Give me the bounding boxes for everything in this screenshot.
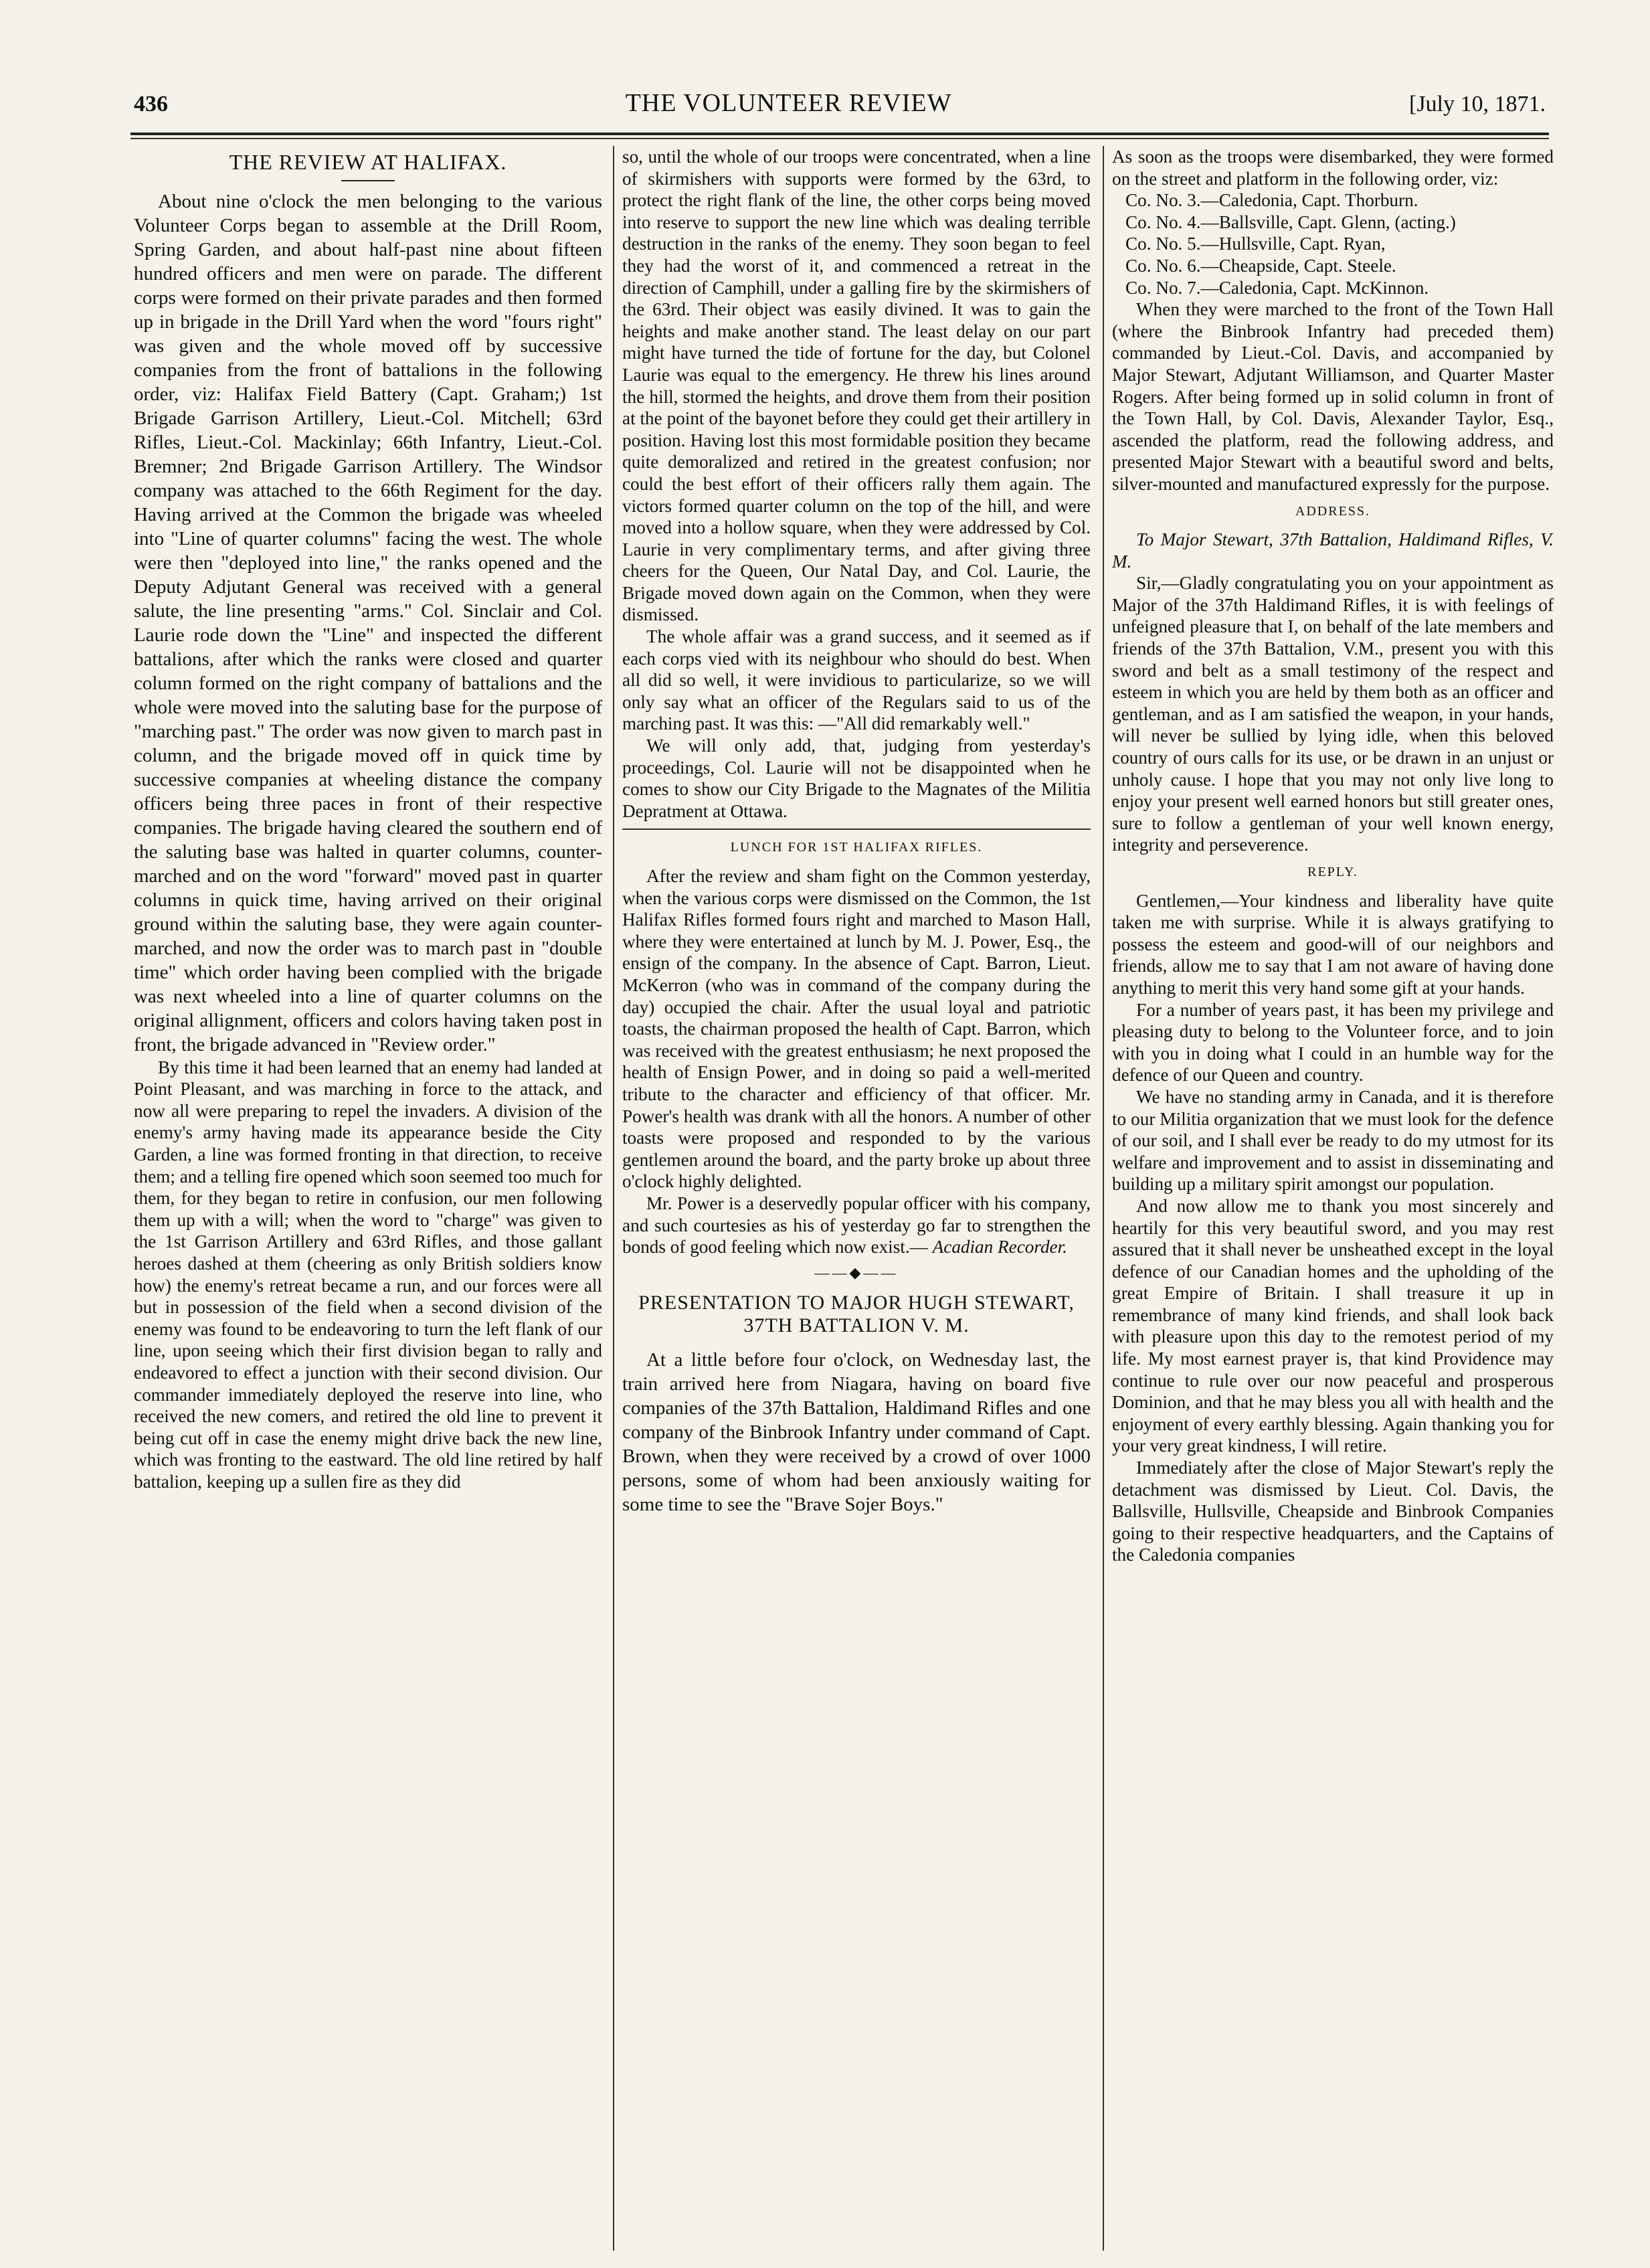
company-list: [1112, 189, 1554, 298]
paragraph-text: Mr. Power is a deservedly popular officer with his company, and such courtesies as his of yesterday go far to strengthen the bonds of good feeling which now exist.—: [622, 1193, 1091, 1257]
list-item: Co. No. 3.—Caledonia, Capt. Thorburn.: [1125, 190, 1418, 211]
header-rule-thin: [130, 138, 1549, 139]
list-item: Co. No. 4.—Ballsville, Capt. Glenn, (acting.): [1125, 211, 1456, 232]
paragraph: At a little before four o'clock, on Wednesday last, the train arrived here from Niagara, having on board five companies of the 37th Battalion, Haldimand Rifles and one company of the Binbrook Infantry under command of Capt. Brown, when they were received by a crowd of over 1000 persons, some of whom had been anxiously waiting for some time to see the "Brave Sojer Boys.": [622, 1349, 1091, 1516]
paragraph: As soon as the troops were disembarked, they were formed on the street and platform in the following order, viz:: [1112, 147, 1554, 189]
subheading-reply: REPLY.: [1307, 865, 1358, 879]
publication-title: THE VOLUNTEER REVIEW: [625, 89, 952, 117]
paragraph: Sir,—Gladly congratulating you on your appointment as Major of the 37th Haldimand Rifles, it is with feelings of unfeigned pleasure that I, on behalf of the late members and friends of the 37th Battalion, V.M., present you with this sword and belt as a small testimony of the respect and esteem in which you are held by them both as an officer and gentleman, and as I am satisfied the weapon, in your hands, will never be sullied by lying idle, when this beloved country of ours calls for its use, or be drawn in an unjust or unholy cause. I hope that you may not only live long to enjoy your present well earned honors but still greater ones, sure to follow a gentleman of your well known energy, integrity and perseverence.: [1112, 573, 1554, 855]
column-3: [1112, 146, 1554, 2254]
list-item: Co. No. 5.—Hullsville, Capt. Ryan,: [1125, 234, 1386, 254]
masthead: [134, 88, 1546, 128]
subheading-address: ADDRESS.: [1295, 503, 1371, 519]
paragraph: so, until the whole of our troops were concentrated, when a line of skirmishers with supports were formed by the 63rd, to protect the right flank of the line, the other corps being moved into reserve to support the new line which was dealing terrible destruction in the ranks of the enemy. They soon began to feel they had the worst of it, and commenced a retreat in the direction of Camphill, under a galling fire by the skirmishers of the 63rd. Their object was easily divined. It was to gain the heights and make another stand. The least delay on our part might have turned the tide of fortune for the day, but Colonel Laurie was equal to the emergency. He threw his lines around the hill, stormed the heights, and drove them from their position at the point of the bayonet before they could get their artillery in position. Having lost this most formidable position they became quite demoralized and retired in the greatest confusion; nor could the best effort of their officers rally them again. The victors formed quarter column on the top of the hill, and were moved into a hollow square, when they were addressed by Col. Laurie in very complimentary terms, and after giving three cheers for the Queen, Our Natal Day, and Col. Laurie, the Brigade moved down again on the Common, when they were dismissed.: [622, 147, 1091, 625]
paragraph: [622, 1193, 1091, 1258]
source-credit: Acadian Recorder.: [932, 1237, 1067, 1257]
issue-date: [July 10, 1871.: [1409, 92, 1546, 116]
ornament-divider: ——◆——: [814, 1263, 899, 1281]
heading-rule: [341, 180, 395, 181]
header-rule: [130, 133, 1549, 135]
subheading-lunch: LUNCH FOR 1ST HALIFAX RIFLES.: [730, 840, 983, 855]
list-item: Co. No. 7.—Caledonia, Capt. McKinnon.: [1125, 277, 1429, 298]
column-divider: [1103, 146, 1104, 2251]
article-heading-presentation: PRESENTATION TO MAJOR HUGH STEWART, 37TH BATTALION V. M.: [638, 1292, 1075, 1337]
article-heading-review: THE REVIEW AT HALIFAX.: [229, 150, 507, 174]
paragraph: For a number of years past, it has been my privilege and pleasing duty to belong to the Volunteer force, and to join with you in doing what I could in an humble way for the defence of our Queen and country.: [1112, 999, 1554, 1085]
paragraph: We will only add, that, judging from yesterday's proceedings, Col. Laurie will not be disappointed when he comes to show our City Brigade to the Magnates of the Militia Depratment at Ottawa.: [622, 735, 1091, 821]
address-salutation: To Major Stewart, 37th Battalion, Haldimand Rifles, V. M.: [1112, 529, 1554, 572]
paragraph: Immediately after the close of Major Stewart's reply the detachment was dismissed by Lieut. Col. Davis, the Ballsville, Hullsville, Cheapside and Binbrook Companies going to their respective headquarters, and the Captains of the Caledonia companies: [1112, 1458, 1554, 1565]
paragraph: And now allow me to thank you most sincerely and heartily for this very beautiful sword, and you may rest assured that it shall never be unsheathed except in the loyal defence of our Canadian homes and the upholding of the great Empire of Britain. I shall treasure it up in remembrance of many kind friends, and shall look back with pleasure upon this day to the remotest period of my life. My most earnest prayer is, that kind Providence may continue to rule over our now peaceful and prosperous Dominion, and that he may bless you all with health and the enjoyment of every earthly blessing. Again thanking you for your very great kindness, I will retire.: [1112, 1195, 1554, 1456]
paragraph: About nine o'clock the men belonging to the various Volunteer Corps began to assemble at the Drill Room, Spring Garden, and about half-past nine about fifteen hundred officers and men were on parade. The different corps were formed on their private parades and then formed up in brigade in the Drill Yard when the word "fours right" was given and the whole moved off by successive companies from the front of battalions in the following order, viz: Halifax Field Battery (Capt. Graham;) 1st Brigade Garrison Artillery, Lieut.-Col. Mitchell; 63rd Rifles, Lieut.-Col. Mackinlay; 66th Infantry, Lieut.-Col. Bremner; 2nd Brigade Garrison Artillery. The Windsor company was attached to the 66th Regiment for the day. Having arrived at the Common the brigade was wheeled into "Line of quarter columns" facing the west. The whole were then "deployed into line," the ranks opened and the Deputy Adjutant General was received with a general salute, the line presenting "arms." Col. Sinclair and Col. Laurie rode down the "Line" and inspected the different battalions, after which the ranks were closed and quarter column formed on the right company of battalions and the whole were moved into the saluting base for the purpose of "marching past." The order was now given to march past in column, and the brigade moved off in quick time by successive companies at wheeling distance the company officers being three paces in front of their respective companies. The brigade having cleared the southern end of the saluting base was halted in quarter columns, counter-marched and on the word "forward" moved past in quarter columns in quick time, having arrived on their original ground within the saluting base, they were again counter-marched, and now the order was to march past in "double time" which order having been complied with the brigade was next wheeled into a line of quarter columns on the original allignment, officers and colors having taken post in front, the brigade advanced in "Review order.": [134, 190, 602, 1055]
list-item: Co. No. 6.—Cheapside, Capt. Steele.: [1125, 255, 1396, 276]
column-divider: [613, 146, 614, 2251]
section-rule: [622, 828, 1091, 830]
column-2: [622, 146, 1091, 2254]
paragraph: By this time it had been learned that an enemy had landed at Point Pleasant, and was marching in force to the attack, and now all were preparing to repel the invaders. A division of the enemy's army having made its appearance beside the City Garden, a line was formed fronting in that direction, to receive them; and a telling fire opened which soon seemed too much for them, for they began to retire in confusion, our men following them up with a will; when the word to "charge" was given to the 1st Garrison Artillery and 63rd Rifles, and those gallant heroes dashed at them (cheering as only British soldiers know how) the enemy's retreat became a run, and our forces were all but in possession of the field when a second division of the enemy was found to be endeavoring to turn the left flank of our line, upon seeing which their first division began to rally and endeavored to effect a junction with their second division. Our commander immediately deployed the reserve into line, who received the new comers, and retired the old line to prevent it being cut off in case the enemy might drive back the new line, which was fronting to the eastward. The old line retired by half battalion, keeping up a sullen fire as they did: [134, 1057, 602, 1492]
page-number: 436: [134, 92, 168, 116]
paragraph: We have no standing army in Canada, and it is therefore to our Militia organization that we must look for the defence of our soil, and I shall ever be ready to do my utmost for its welfare and improvement and to assist in disseminating and building up a military spirit amongst our population.: [1112, 1086, 1554, 1195]
paragraph: After the review and sham fight on the Common yesterday, when the various corps were dismissed on the Common, the 1st Halifax Rifles formed fours right and marched to Mason Hall, where they were entertained at lunch by M. J. Power, Esq., the ensign of the company. In the absence of Capt. Barron, Lieut. McKerron (who was in command of the company during the day) occupied the chair. After the usual loyal and patriotic toasts, the chairman proposed the health of Capt. Barron, which was received with the greatest enthusiasm; he next proposed the health of Ensign Power, and in doing so paid a well-merited tribute to the character and efficiency of that officer. Mr. Power's health was drank with all the honors. A number of other toasts were proposed and responded to by the various gentlemen around the board, and the party broke up about three o'clock highly delighted.: [622, 866, 1091, 1192]
column-1: [134, 146, 602, 2254]
paragraph: Gentlemen,—Your kindness and liberality have quite taken me with surprise. While it is always gratifying to possess the esteem and good-will of our neighbors and friends, allow me to say that I am not aware of having done anything to merit this very hand some gift at your hands.: [1112, 890, 1554, 998]
paragraph: The whole affair was a grand success, and it seemed as if each corps vied with its neighbour who should do best. When all did so well, it were invidious to particularize, so we will only say what an officer of the Regulars said to us of the marching past. It was this: —"All did remarkably well.": [622, 626, 1091, 734]
paragraph: When they were marched to the front of the Town Hall (where the Binbrook Infantry had preceded them) commanded by Lieut.-Col. Davis, and accompanied by Major Stewart, Adjutant Williamson, and Quarter Master Rogers. After being formed up in solid column in front of the Town Hall, by Col. Davis, Alexander Taylor, Esq., ascended the platform, read the following address, and presented Major Stewart with a beautiful sword and belts, silver-mounted and manufactured expressly for the purpose.: [1112, 299, 1554, 494]
